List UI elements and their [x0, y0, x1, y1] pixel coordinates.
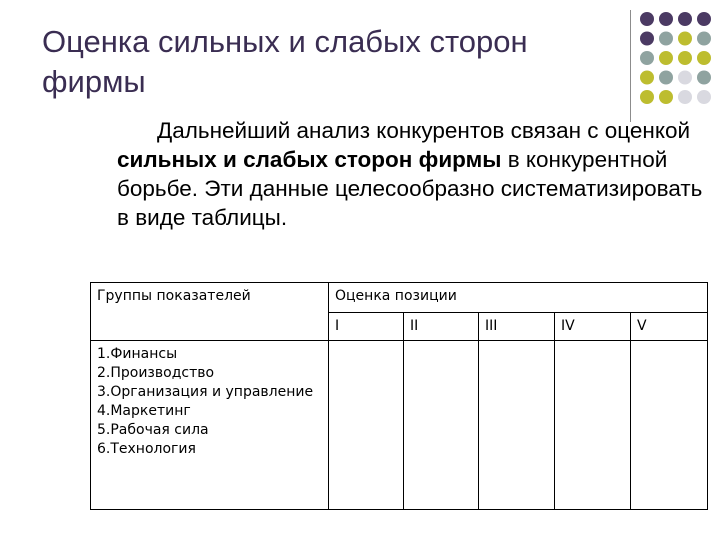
decorative-dot — [697, 51, 711, 65]
decorative-dot — [678, 71, 692, 85]
list-item: 5.Рабочая сила — [97, 422, 209, 438]
list-item: 6.Технология — [97, 441, 196, 457]
decorative-dot — [697, 32, 711, 46]
decorative-dot — [640, 32, 654, 46]
empty-cell — [404, 341, 479, 510]
assessment-table — [90, 282, 708, 510]
decorative-dot — [659, 12, 673, 26]
decorative-dot — [678, 51, 692, 65]
decorative-divider — [630, 10, 631, 122]
decorative-dot — [659, 51, 673, 65]
decorative-dot — [697, 12, 711, 26]
empty-cell — [631, 341, 708, 510]
decorative-dot — [659, 71, 673, 85]
decorative-dot — [659, 32, 673, 46]
paragraph-text-2: в конкурентной борьбе. Эти данные целесообразно систематизировать в виде таблицы. — [117, 147, 703, 230]
header-assessment: Оценка позиции — [329, 283, 708, 313]
slide-title — [42, 22, 612, 102]
level-header: II — [404, 313, 479, 341]
paragraph-text-1: Дальнейший анализ конкурентов связан с оценкой — [157, 118, 691, 143]
decorative-dot — [640, 90, 654, 104]
empty-cell — [329, 341, 404, 510]
list-item: 4.Маркетинг — [97, 403, 191, 419]
list-item: 2.Производство — [97, 365, 215, 381]
paragraph-bold-text: сильных и слабых сторон фирмы — [117, 147, 502, 172]
level-header: IV — [555, 313, 631, 341]
slide-title-line-1: Оценка сильных и слабых сторон — [42, 24, 528, 59]
decorative-dot — [640, 12, 654, 26]
header-groups: Группы показателей — [91, 283, 329, 341]
body-paragraph — [117, 116, 707, 232]
decorative-dot — [640, 51, 654, 65]
level-header: V — [631, 313, 708, 341]
empty-cell — [479, 341, 555, 510]
decorative-dot — [678, 12, 692, 26]
decorative-dot — [678, 32, 692, 46]
level-header: III — [479, 313, 555, 341]
list-item: 3.Организация и управление — [97, 384, 314, 400]
decorative-dot — [697, 71, 711, 85]
list-item: 1.Финансы — [97, 346, 178, 362]
decorative-dot — [640, 71, 654, 85]
empty-cell — [555, 341, 631, 510]
decorative-dot-grid — [639, 11, 714, 107]
groups-list — [91, 341, 329, 510]
level-header: I — [329, 313, 404, 341]
decorative-dot — [659, 90, 673, 104]
decorative-dot — [697, 90, 711, 104]
decorative-dot — [678, 90, 692, 104]
slide-title-line-2: фирмы — [42, 64, 146, 99]
